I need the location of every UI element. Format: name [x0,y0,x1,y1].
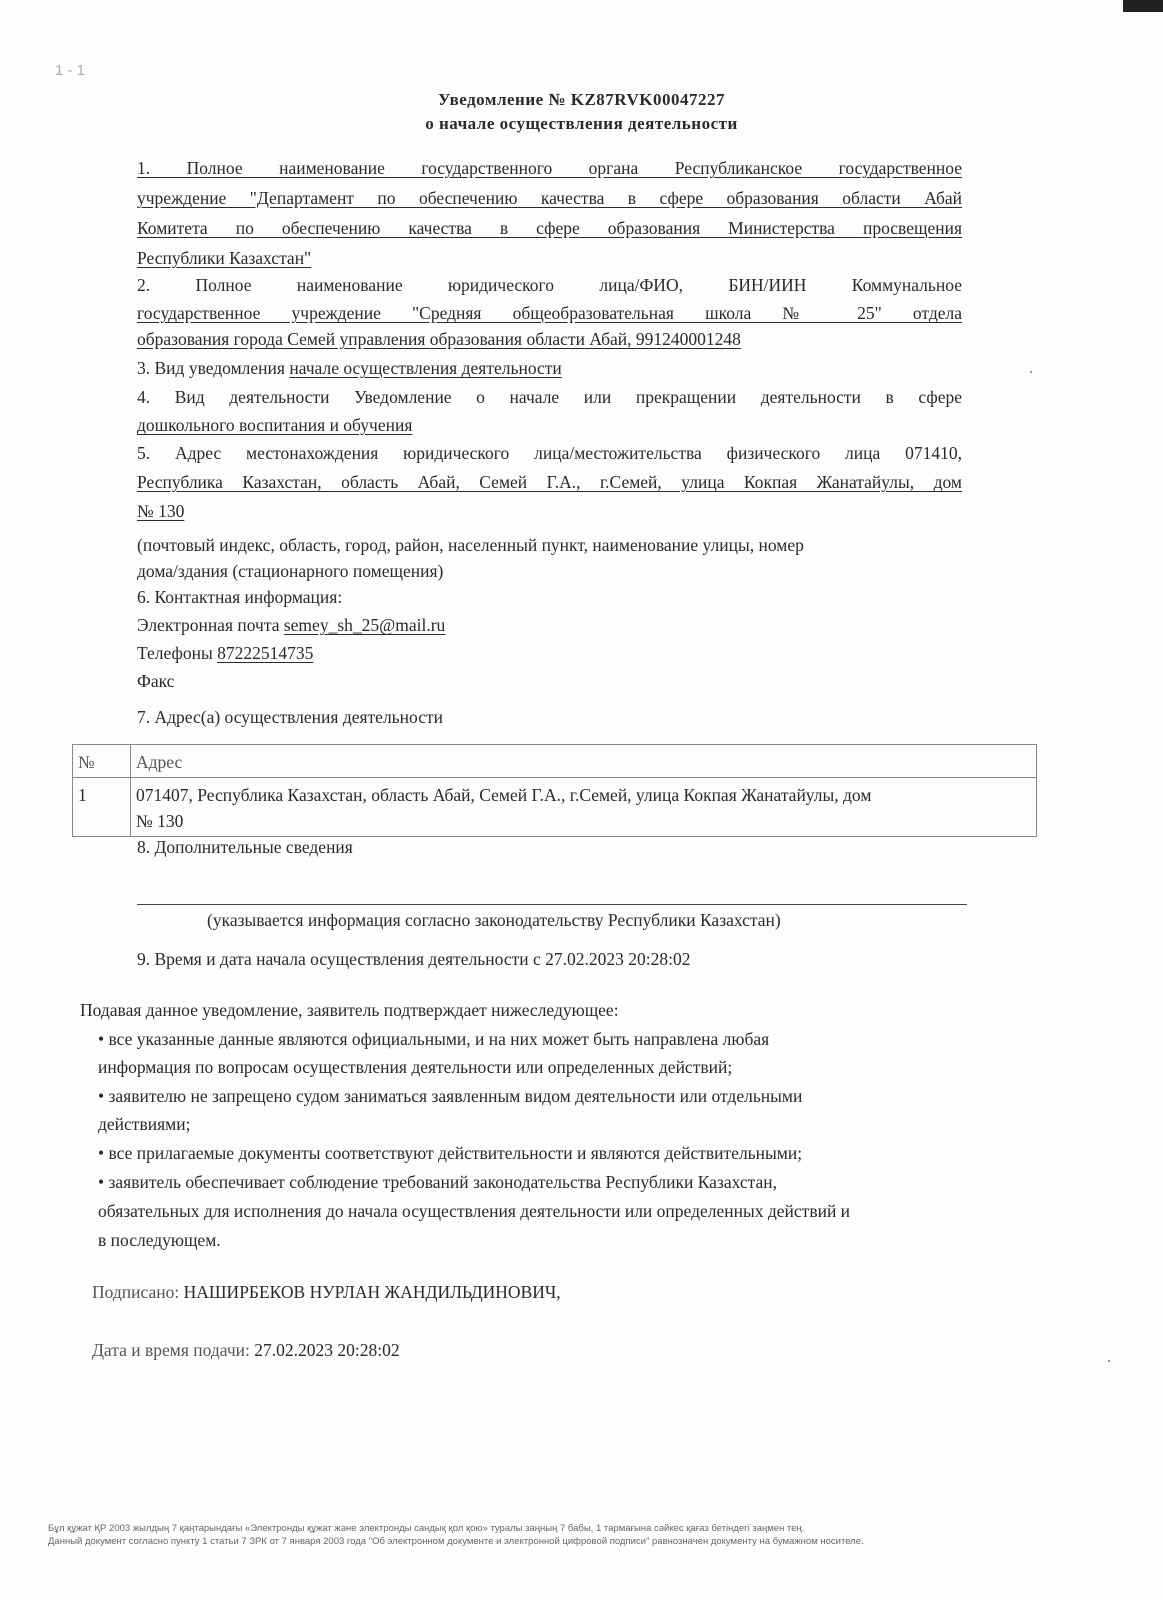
submission-value: 27.02.2023 20:28:02 [254,1340,400,1360]
table-header-row [73,745,1037,778]
item3-value: начале осуществления деятельности [289,358,562,378]
confirmation-line-1: • все указанные данные являются официальными, и на них может быть направлена любая [98,1029,770,1049]
scan-edge-mark [1123,0,1163,12]
email-label: Электронная почта [137,615,280,635]
confirmation-line-4: действиями; [98,1114,191,1134]
item8-label: 8. Дополнительные сведения [137,837,353,857]
confirmation-line-5: • все прилагаемые документы соответствуют действительности и являются действительными; [98,1143,803,1163]
confirmation-line-3: • заявителю не запрещено судом заниматься заявленным видом деятельности или отдельными [98,1086,803,1106]
item5-note-line-1: (почтовый индекс, область, город, район, населенный пункт, наименование улицы, номер [137,535,804,555]
item1-line-4: Республики Казахстан" [137,248,312,268]
table-row [73,778,1037,837]
table-header-address: Адрес [131,745,1037,778]
footer-kz: Бұл құжат ҚР 2003 жылдың 7 қаңтарындағы «Электронды құжат және электронды сандық қол қою» туралы заңның 7 бабы, 1 тармағына сәйкес қағаз бетіндегі заңмен тең. [48,1523,805,1534]
item5-line-1: 5. Адрес местонахождения юридического лица/местожительства физического лица 071410, [137,443,962,463]
address-line-2: № 130 [136,811,184,831]
document-subtitle: о начале осуществления деятельности [425,114,738,133]
item4-line-2: дошкольного воспитания и обучения [137,415,413,435]
item3 [137,353,962,383]
phone-label: Телефоны [137,643,213,663]
scan-speck [1108,1360,1110,1362]
submission-label: Дата и время подачи: [92,1340,250,1360]
confirmation-line-6: • заявитель обеспечивает соблюдение требований законодательства Республики Казахстан, [98,1172,777,1192]
address-line-1: 071407, Республика Казахстан, область Абай, Семей Г.А., г.Семей, улица Кокпая Жанатайулы, дом [136,785,872,805]
confirmation-line-2: информация по вопросам осуществления деятельности или определенных действий; [98,1057,733,1077]
footer-ru: Данный документ согласно пункту 1 статьи 7 ЗРК от 7 января 2003 года "Об электронном документе и электронной цифровой подписи" равнозначен документу на бумажном носителе. [48,1536,864,1547]
confirmation-line-8: в последующем. [98,1230,221,1250]
table-cell-num: 1 [73,778,131,837]
item7-label: 7. Адрес(а) осуществления деятельности [137,707,443,727]
item6-label: 6. Контактная информация: [137,587,343,607]
item6-phone [137,638,962,668]
additional-info-line [137,904,967,905]
item8-note: (указывается информация согласно законодательству Республики Казахстан) [207,910,781,930]
item9-text: 9. Время и дата начала осуществления деятельности с 27.02.2023 20:28:02 [137,949,691,969]
item5-note-line-2: дома/здания (стационарного помещения) [137,561,444,581]
page-number: 1 - 1 [55,62,86,79]
item1-line-1: 1. Полное наименование государственного органа Республиканское государственное [137,158,962,178]
fax-label: Факс [137,671,175,691]
item6-email [137,610,962,640]
table-cell-address [131,778,1037,837]
item2-line-3: образования города Семей управления образования области Абай, 991240001248 [137,329,741,349]
item5-line-2: Республика Казахстан, область Абай, Семей Г.А., г.Семей, улица Кокпая Жанатайулы, дом [137,472,962,492]
item5-line-3: № 130 [137,501,185,521]
confirmation-line-7: обязательных для исполнения до начала осуществления деятельности или определенных действий и [98,1201,851,1221]
item1-line-3: Комитета по обеспечению качества в сфере образования Министерства просвещения [137,218,962,238]
item1-line-2: учреждение "Департамент по обеспечению качества в сфере образования области Абай [137,188,962,208]
item2-line-2: государственное учреждение "Средняя общеобразовательная школа № 25" отдела [137,303,962,323]
scan-speck [1030,371,1032,373]
email-value: semey_sh_25@mail.ru [283,615,446,635]
signature [92,1278,561,1306]
address-table [72,744,1037,837]
item4-line-1: 4. Вид деятельности Уведомление о начале или прекращении деятельности в сфере [137,387,962,407]
signer-name: НАШИРБЕКОВ НУРЛАН ЖАНДИЛЬДИНОВИЧ, [183,1282,561,1302]
item2-line-1: 2. Полное наименование юридического лица/ФИО, БИН/ИИН Коммунальное [137,275,962,295]
submission-datetime [92,1336,400,1364]
confirmation-intro: Подавая данное уведомление, заявитель подтверждает нижеследующее: [80,1000,619,1020]
signature-label: Подписано: [92,1282,180,1302]
item3-label: 3. Вид уведомления [137,358,285,378]
document-title: Уведомление № KZ87RVK00047227 [438,90,725,109]
phone-value: 87222514735 [217,643,314,663]
table-header-num: № [73,745,131,778]
